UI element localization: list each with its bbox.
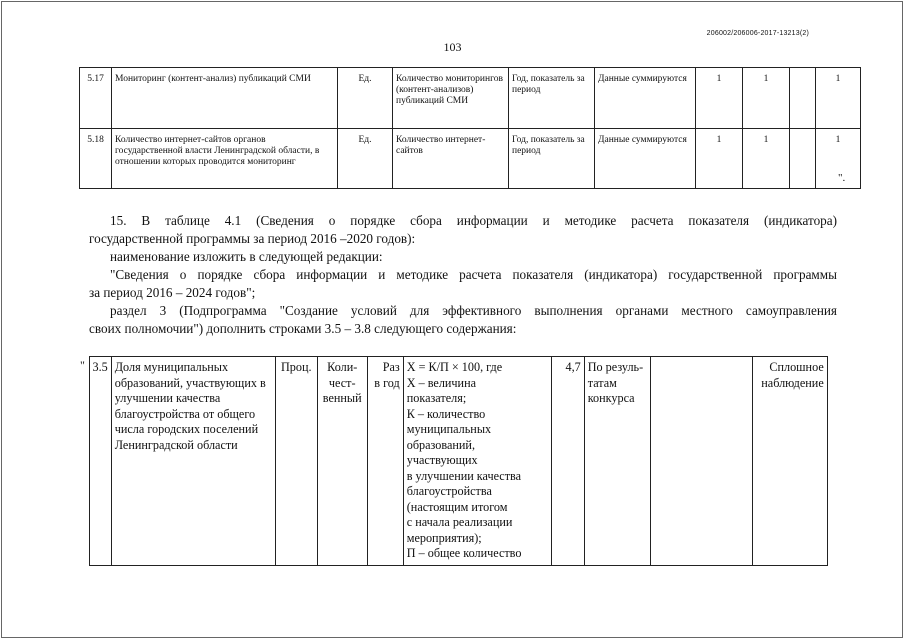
paragraph-section-3-line-2: своих полномочии") дополнить строками 3.5 – 3.8 следующего содержания: — [89, 321, 517, 336]
row-name: Доля муниципальных образований, участвующих в улучшении качества благоустройства от общего числа городских поселений Ленинградской области — [111, 357, 275, 566]
row-name: Количество интернет-сайтов органов государственной власти Ленинградской области, в отношении которых проводится мониторинг — [112, 129, 338, 189]
source-line: По резуль- — [587, 360, 644, 374]
row-blank — [650, 357, 752, 566]
row-type — [317, 357, 367, 566]
row-number: 5.17 — [80, 68, 112, 129]
formula-line: К – количество — [406, 406, 486, 421]
row-value-3 — [790, 68, 816, 129]
formula-line: (настоящим итогом — [406, 499, 508, 514]
formula-line: муниципальных — [406, 422, 492, 436]
paragraph-new-title-line-2: за период 2016 – 2024 годов"; — [89, 285, 256, 300]
row-indicator: Количество мониторингов (контент-анализов) публикаций СМИ — [393, 68, 509, 129]
row-method — [752, 357, 827, 566]
row-formula — [403, 357, 551, 566]
row-value-4: 1 — [816, 68, 861, 129]
formula-line: показателя; — [406, 391, 467, 405]
paragraph-15-line-2: государственной программы за период 2016 –2020 годов): — [89, 231, 416, 246]
page-number: 103 — [443, 40, 462, 54]
row-source — [584, 357, 650, 566]
formula-line: благоустройства — [406, 484, 492, 498]
paragraph-new-title-line-1: "Сведения о порядке сбора информации и методике расчета показателя (индикатора) государственной программы — [110, 267, 837, 282]
row-frequency — [367, 357, 403, 566]
method-line: наблюдение — [761, 375, 824, 390]
type-line: венный — [322, 391, 362, 405]
indicator-table-bottom — [77, 356, 828, 566]
row-period: Год, показатель за период — [509, 129, 595, 189]
indicator-table-top — [79, 67, 861, 189]
row-unit: Проц. — [275, 357, 317, 566]
source-line: татам — [587, 375, 617, 390]
frequency-line: в год — [374, 375, 400, 390]
formula-line: с начала реализации — [406, 515, 513, 529]
paragraph-section-3-line-1: раздел 3 (Подпрограмма "Создание условий для эффективного выполнения органами местного самоуправления — [110, 303, 837, 318]
row-value-4: 1 — [816, 129, 861, 189]
formula-line: X – величина — [406, 375, 477, 390]
row-indicator: Количество интернет-сайтов — [393, 129, 509, 189]
formula-line: мероприятия); — [406, 530, 482, 545]
closing-quote: ". — [838, 172, 846, 184]
paragraph-15-line-1: 15. В таблице 4.1 (Сведения о порядке сбора информации и методике расчета показателя (индикатора) — [110, 213, 837, 228]
row-value-2: 1 — [743, 68, 790, 129]
document-id: 206002/206006-2017-13213(2) — [706, 30, 809, 37]
table-row — [80, 129, 861, 189]
type-line: чест- — [328, 375, 356, 390]
formula-line: участвующих — [406, 453, 478, 467]
table-row — [80, 68, 861, 129]
row-number: 5.18 — [80, 129, 112, 189]
row-unit: Ед. — [338, 129, 393, 189]
formula-line: П – общее количество — [406, 546, 522, 560]
row-period: Год, показатель за период — [509, 68, 595, 129]
row-unit: Ед. — [338, 68, 393, 129]
frequency-line: Раз — [382, 360, 400, 374]
row-value-1: 1 — [696, 68, 743, 129]
opening-quote: " — [80, 357, 85, 372]
row-method: Данные суммируются — [595, 129, 696, 189]
paragraph-name-change: наименование изложить в следующей редакции: — [110, 249, 383, 264]
type-line: Коли- — [327, 360, 358, 374]
row-value-2: 1 — [743, 129, 790, 189]
table-row — [77, 357, 827, 566]
source-line: конкурса — [587, 391, 635, 405]
formula-line: в улучшении качества — [406, 468, 522, 483]
row-number: 3.5 — [89, 357, 111, 566]
row-value: 4,7 — [551, 357, 584, 566]
row-value-3 — [790, 129, 816, 189]
formula-line: X = К/П × 100, где — [406, 360, 503, 374]
row-name: Мониторинг (контент-анализ) публикаций СМИ — [112, 68, 338, 129]
method-line: Сплошное — [769, 360, 824, 374]
formula-line: образований, — [406, 437, 475, 452]
row-method: Данные суммируются — [595, 68, 696, 129]
row-value-1: 1 — [696, 129, 743, 189]
